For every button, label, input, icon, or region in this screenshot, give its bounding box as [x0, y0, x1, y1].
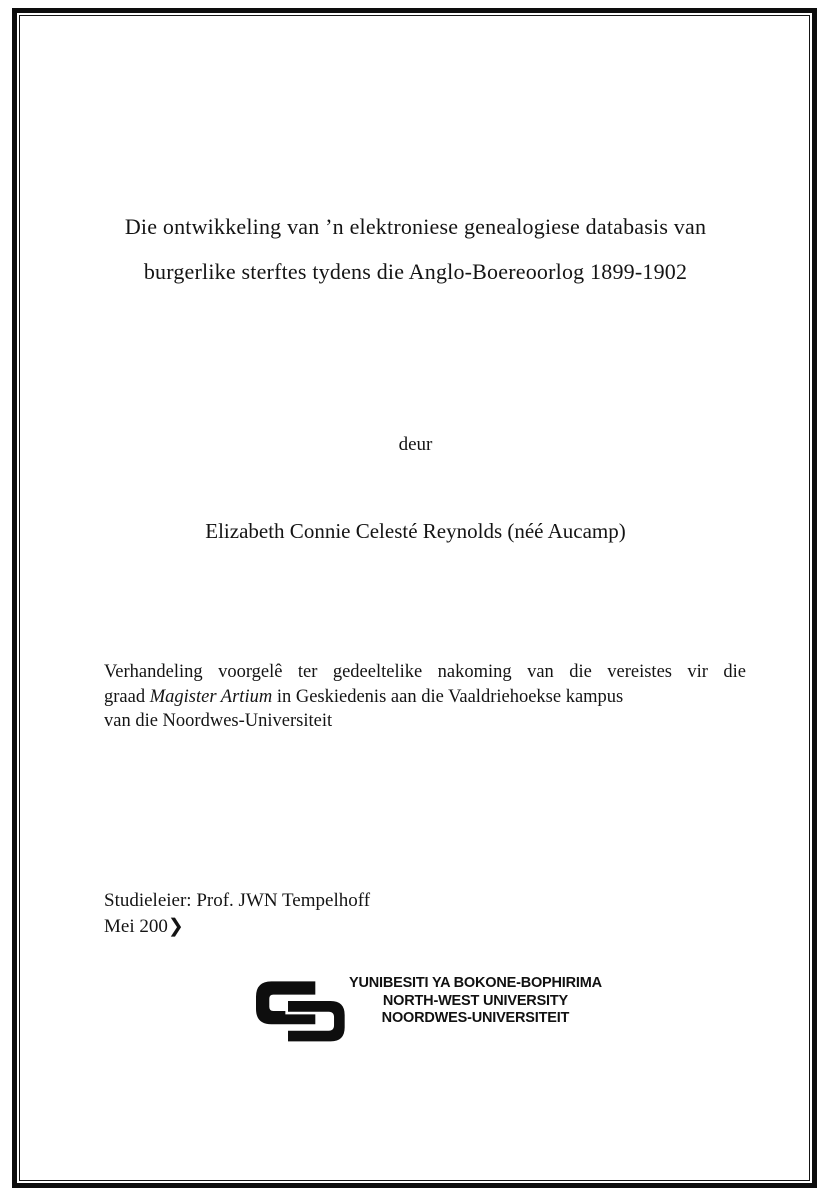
- thesis-title-line1: Die ontwikkeling van ’n elektroniese genealogiese databasis van: [124, 214, 707, 239]
- thesis-title-line2: burgerlike sterftes tydens die Anglo-Boereoorlog 1899-1902: [143, 259, 688, 284]
- logo-text: [349, 975, 602, 1028]
- nwu-logo-icon: [256, 981, 346, 1043]
- statement-line1: Verhandeling voorgelê ter gedeeltelike nakoming van die vereistes vir die: [104, 662, 746, 682]
- degree-name: Magister Artium: [149, 686, 273, 707]
- byline: deur: [398, 434, 433, 455]
- date-line: Mei 200❯: [104, 915, 184, 937]
- university-logo: [256, 970, 602, 1043]
- thesis-title: [70, 204, 761, 294]
- statement-line2-suffix: in Geskiedenis aan die Vaaldriehoekse kampus: [272, 686, 624, 707]
- author-name: Elizabeth Connie Celesté Reynolds (néé Aucamp): [205, 519, 626, 543]
- logo-line-afrikaans: NOORDWES-UNIVERSITEIT: [381, 1010, 570, 1026]
- statement-line3: van die Noordwes-Universiteit: [104, 711, 333, 731]
- supervisor-block: [104, 888, 370, 939]
- statement-line2: [104, 685, 746, 710]
- supervisor-line: Studieleier: Prof. JWN Tempelhoff: [104, 890, 371, 911]
- logo-line-setswana: YUNIBESITI YA BOKONE-BOPHIRIMA: [349, 975, 602, 991]
- statement-line2-prefix: graad: [104, 686, 150, 707]
- thesis-statement: [104, 660, 746, 734]
- logo-line-english: NORTH-WEST UNIVERSITY: [382, 992, 568, 1009]
